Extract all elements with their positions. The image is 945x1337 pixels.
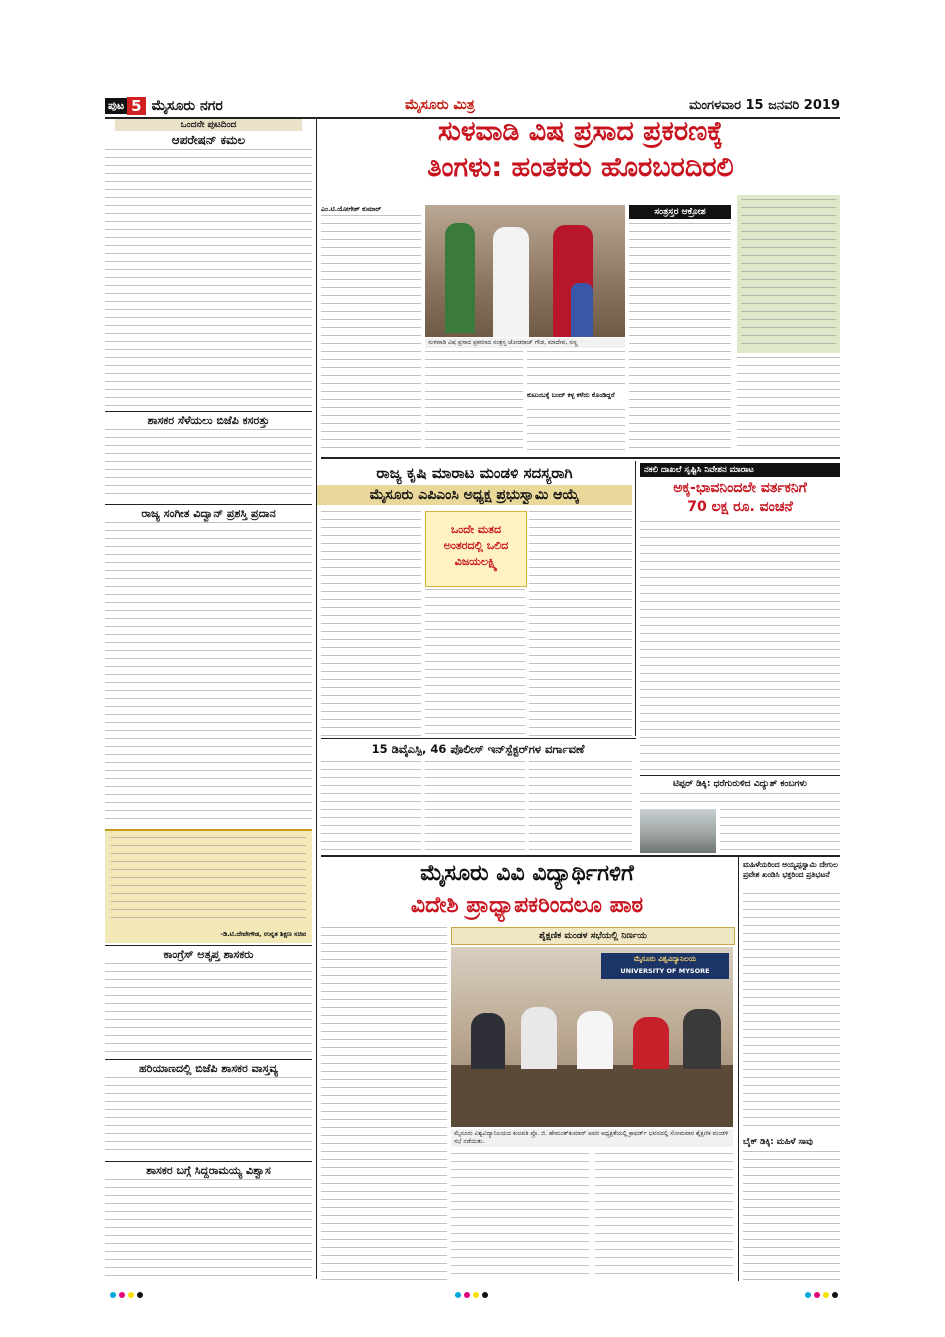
newspaper-logo: ಮೈಸೂರು ಮಿತ್ರ [405,97,475,113]
haryana-body [105,1077,312,1157]
quote-box [105,829,312,943]
protest-heading: ಮಹಿಳೆಯರಿಂದ ಅಯ್ಯಪ್ಪಸ್ವಾಮಿ ದೇಗುಲ ಪ್ರವೇಶ ಖಂಡಿಸಿ ಭಕ್ತರಿಂದ ಪ್ರತಿಭಟನೆ [743,860,838,879]
lead-body-col-2c [527,409,625,453]
univ-headline-line-1: ಮೈಸೂರು ವಿವಿ ವಿದ್ಯಾರ್ಥಿಗಳಿಗೆ [420,861,634,886]
yellow-dot [128,1292,134,1298]
transfer-body-col-1 [321,761,421,851]
lead-body-col-1 [321,215,421,453]
continued-label [115,119,302,131]
section-title: ಮೈಸೂರು ನಗರ [151,98,223,114]
transfer-headline: 15 ಡಿವೈಎಸ್ಪಿ, 46 ಪೊಲೀಸ್ ಇನ್‌ಸ್ಪೆಕ್ಟರ್‌ಗಳ ವರ್ಗಾವಣೆ [371,742,585,756]
fraud-headline-line-1: ಅಕ್ಕ-ಭಾವನಿಂದಲೇ ವರ್ತಕನಿಗೆ [673,480,807,496]
page-label: ಪುಟ [105,98,127,114]
victims-photo-caption: ಸುಳವಾಡಿ ವಿಷ ಪ್ರಸಾದ ಪ್ರಕರಣದ ಸಂತ್ರಸ್ತ ಜೋಡರಾಜ್ ಗೌಡ, ಮಾದೇವ, ಸಣ್ಣ [425,338,625,348]
person-figure [471,1013,505,1069]
meeting-table [451,1065,733,1127]
accident-heading: ಬೈಕ್ ಡಿಕ್ಕಿ: ಮಹಿಳೆ ಸಾವು [743,1137,813,1147]
apmc-body-col-1 [321,511,421,736]
black-dot [482,1292,488,1298]
victim-outrage-heading: ಸಂತ್ರಸ್ತರ ಆಕ್ರೋಶ [629,205,731,219]
victim-outrage-box [629,205,731,219]
person-figure [493,227,529,337]
university-banner [601,953,729,979]
accident-body [743,1151,840,1281]
tipper-body-2 [720,809,840,853]
magenta-dot [464,1292,470,1298]
fraud-headline-line-2: 70 ಲಕ್ಷ ರೂ. ವಂಚನೆ [687,499,793,515]
mla-bjp-body [105,429,312,499]
mla-bjp-heading: ಶಾಸಕರ ಸೆಳೆಯಲು ಬಿಜೆಪಿ ಕಸರತ್ತು [105,411,312,428]
transfer-body-col-2 [425,761,525,851]
transfer-body-col-3 [529,761,632,851]
university-banner-kn: ಮೈಸೂರು ವಿಶ್ವವಿದ್ಯಾನಿಲಯ [633,955,697,963]
page-number-badge [105,97,223,115]
continued-text: ಒಂದನೇ ಪುಟದಿಂದ [180,120,237,130]
operation-body [105,149,312,409]
congress-body [105,963,312,1055]
univ-subhead: ಶೈಕ್ಷಣಿಕ ಮಂಡಳ ಸಭೆಯಲ್ಲಿ ನಿರ್ಣಯ [539,931,647,941]
person-figure [683,1009,721,1069]
person-figure [521,1007,557,1069]
left-column [105,119,312,1279]
univ-top-rule [321,855,840,857]
person-figure [577,1011,613,1069]
quote-body [111,837,306,925]
black-dot [137,1292,143,1298]
apmc-headline-line-1: ರಾಜ್ಯ ಕೃಷಿ ಮಾರಾಟ ಮಂಡಳಿ ಸದಸ್ಯರಾಗಿ [376,464,573,482]
univ-body-col-3 [595,1153,733,1281]
lead-body-col-2b [527,351,625,391]
fraud-kicker: ನಕಲಿ ದಾಖಲೆ ಸೃಷ್ಟಿಸಿ ನಿವೇಶನ ಮಾರಾಟ [640,463,840,477]
music-award-heading: ರಾಜ್ಯ ಸಂಗೀತ ವಿದ್ವಾನ್ ಪ್ರಶಸ್ತಿ ಪ್ರದಾನ [105,504,312,521]
tipper-top-rule [640,775,840,776]
page-number: 5 [127,97,145,115]
print-registration-marks [455,1292,488,1298]
protest-body [743,893,840,1133]
tipper-photo [640,809,716,853]
fraud-body [640,521,840,773]
univ-subhead-box [451,927,735,945]
univ-photo-caption: ಮೈಸೂರು ವಿಶ್ವವಿದ್ಯಾನಿಲಯದ ಕುಲಪತಿ ಪ್ರೊ. ಜಿ. ಹೇಮಂತ್‌ಕುಮಾರ್ ಅವರ ಅಧ್ಯಕ್ಷತೆಯಲ್ಲಿ ಕ್ರಾಫರ್ಡ್ ಭವನದಲ್ಲಿ ಸೋಮವಾರ ಶೈಕ್ಷಣಿಕ ಮಂಡಳಿ ಸಭೆ ನಡೆಯಿತು. [451,1129,733,1147]
lead-sidebar-box [737,195,840,353]
univ-body-col-1 [321,927,447,1281]
lead-sidebar-text [741,199,836,349]
magenta-dot [119,1292,125,1298]
quote-byline: -ಡಿ.ಟಿ.ದೇವೇಗೌಡ, ಉನ್ನತ ಶಿಕ್ಷಣ ಸಚಿವ [220,930,306,938]
univ-right-divider [738,857,739,1281]
apmc-body-col-3 [529,511,632,736]
operation-heading: ಆಪರೇಷನ್ ಕಮಲ [171,133,246,147]
apmc-body-col-2 [425,589,525,736]
apmc-right-divider [635,461,636,736]
apmc-inset [425,511,527,587]
column-divider [316,119,317,1279]
univ-body-col-2 [451,1153,589,1281]
lead-body-col-3 [629,223,731,453]
univ-meeting-photo [451,947,733,1127]
tipper-body [640,793,840,807]
person-figure [633,1017,669,1069]
lead-body-col-4 [737,357,840,453]
print-registration-marks [110,1292,143,1298]
tipper-headline: ಟಿಪ್ಪರ್ ಡಿಕ್ಕಿ: ಧರೆಗುರುಳಿದ ವಿದ್ಯುತ್ ಕಂಬಗಳು [672,779,808,789]
lead-headline-line-1: ಸುಳವಾಡಿ ವಿಷ ಪ್ರಸಾದ ಪ್ರಕರಣಕ್ಕೆ [437,116,724,147]
cyan-dot [455,1292,461,1298]
person-figure [571,283,593,337]
congress-heading: ಕಾಂಗ್ರೆಸ್ ಅತೃಪ್ತ ಶಾಸಕರು [105,945,312,962]
univ-headline-line-2: ವಿದೇಶಿ ಪ್ರಾಧ್ಯಾಪಕರಿಂದಲೂ ಪಾಠ [410,893,644,918]
victims-photo [425,205,625,337]
siddaramaiah-body [105,1179,312,1279]
newspaper-page [105,95,840,1288]
print-registration-marks [805,1292,838,1298]
apmc-headline-line-2: ಮೈಸೂರು ಎಪಿಎಂಸಿ ಅಧ್ಯಕ್ಷ ಪ್ರಭುಸ್ವಾಮಿ ಆಯ್ಕೆ [317,485,632,505]
lead-byline: ಎಂ.ಟಿ.ಯೋಗೇಶ್ ಕುಮಾರ್ [321,205,382,213]
transfer-top-rule [321,738,636,739]
cyan-dot [805,1292,811,1298]
person-figure [445,223,475,333]
yellow-dot [473,1292,479,1298]
university-banner-en: UNIVERSITY OF MYSORE [620,967,710,975]
cyan-dot [110,1292,116,1298]
apmc-inset-text: ಒಂದೇ ಮತದ ಅಂತರದಲ್ಲಿ ಒಲಿದ ವಿಜಯಲಕ್ಷ್ಮಿ [443,523,509,568]
music-award-body [105,522,312,825]
haryana-heading: ಹರಿಯಾಣದಲ್ಲಿ ಬಿಜೆಪಿ ಶಾಸಕರ ವಾಸ್ತವ್ಯ [105,1059,312,1076]
lead-headline-line-2: ತಿಂಗಳು: ಹಂತಕರು ಹೊರಬರದಿರಲಿ [427,152,734,183]
black-dot [832,1292,838,1298]
lead-body-col-2a [425,351,523,453]
issue-date: ಮಂಗಳವಾರ 15 ಜನವರಿ 2019 [688,98,840,113]
siddaramaiah-heading: ಶಾಸಕರ ಬಗ್ಗೆ ಸಿದ್ದರಾಮಯ್ಯ ವಿಶ್ವಾಸ [105,1161,312,1178]
lead-subhead-1: ಕುಟುಂಬಕ್ಕೆ ಬಂದ್ ಕಳ್ಳ ಕಳೆದು ಕೊಂಡಿದ್ದರೆ [527,391,615,399]
magenta-dot [814,1292,820,1298]
lead-bottom-rule [321,457,840,459]
yellow-dot [823,1292,829,1298]
